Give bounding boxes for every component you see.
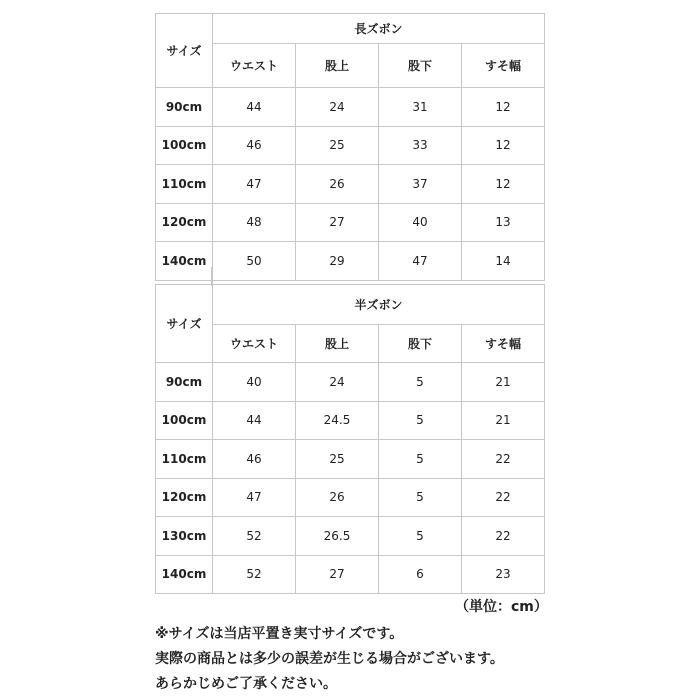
size-cell: 140cm [156,242,213,281]
value-cell: 24.5 [296,401,379,440]
value-cell: 5 [379,440,462,479]
size-cell: 90cm [156,363,213,402]
size-cell: 110cm [156,440,213,479]
short-pants-size-table [155,284,545,594]
value-cell: 46 [213,440,296,479]
table-row [156,126,545,165]
value-cell: 40 [379,203,462,242]
table-title: 半ズボン [213,285,545,325]
size-cell: 90cm [156,88,213,127]
table-row [156,165,545,204]
table-row [156,517,545,556]
size-cell: 120cm [156,478,213,517]
value-cell: 5 [379,478,462,517]
value-cell: 31 [379,88,462,127]
value-cell: 24 [296,363,379,402]
table-row [156,242,545,281]
value-cell: 47 [379,242,462,281]
table-row [156,203,545,242]
table-row [156,363,545,402]
column-header-hem-width: すそ幅 [462,325,545,363]
value-cell: 12 [462,126,545,165]
value-cell: 26 [296,478,379,517]
value-cell: 5 [379,363,462,402]
value-cell: 22 [462,517,545,556]
table-title: 長ズボン [213,14,545,44]
table-row [156,440,545,479]
value-cell: 40 [213,363,296,402]
note-line: 実際の商品とは多少の誤差が生じる場合がございます。 [155,651,504,667]
value-cell: 22 [462,440,545,479]
size-cell: 110cm [156,165,213,204]
unit-label: （単位：cm） [455,599,548,615]
size-cell: 100cm [156,126,213,165]
size-cell: 120cm [156,203,213,242]
long-pants-size-table [155,13,545,281]
value-cell: 12 [462,165,545,204]
value-cell: 14 [462,242,545,281]
value-cell: 44 [213,88,296,127]
size-notes [155,622,504,697]
value-cell: 44 [213,401,296,440]
size-cell: 140cm [156,555,213,594]
value-cell: 50 [213,242,296,281]
column-header-rise: 股上 [296,44,379,88]
table-row [156,478,545,517]
value-cell: 52 [213,555,296,594]
value-cell: 21 [462,401,545,440]
column-header-waist: ウエスト [213,44,296,88]
column-header-hem-width: すそ幅 [462,44,545,88]
value-cell: 5 [379,401,462,440]
value-cell: 12 [462,88,545,127]
value-cell: 26.5 [296,517,379,556]
size-cell: 130cm [156,517,213,556]
value-cell: 33 [379,126,462,165]
value-cell: 24 [296,88,379,127]
column-header-inseam: 股下 [379,325,462,363]
size-cell: 100cm [156,401,213,440]
value-cell: 13 [462,203,545,242]
value-cell: 26 [296,165,379,204]
note-line: ※サイズは当店平置き実寸サイズです。 [155,626,404,642]
column-header-rise: 股上 [296,325,379,363]
column-header-inseam: 股下 [379,44,462,88]
value-cell: 25 [296,126,379,165]
value-cell: 21 [462,363,545,402]
value-cell: 6 [379,555,462,594]
table-row [156,401,545,440]
value-cell: 37 [379,165,462,204]
value-cell: 22 [462,478,545,517]
value-cell: 46 [213,126,296,165]
value-cell: 47 [213,165,296,204]
size-header-cell: サイズ [156,14,213,88]
value-cell: 5 [379,517,462,556]
value-cell: 25 [296,440,379,479]
value-cell: 47 [213,478,296,517]
value-cell: 27 [296,203,379,242]
column-header-waist: ウエスト [213,325,296,363]
note-line: あらかじめご了承ください。 [155,676,337,692]
value-cell: 52 [213,517,296,556]
size-header-cell: サイズ [156,285,213,363]
value-cell: 29 [296,242,379,281]
table-row [156,555,545,594]
value-cell: 27 [296,555,379,594]
value-cell: 48 [213,203,296,242]
table-row [156,88,545,127]
value-cell: 23 [462,555,545,594]
